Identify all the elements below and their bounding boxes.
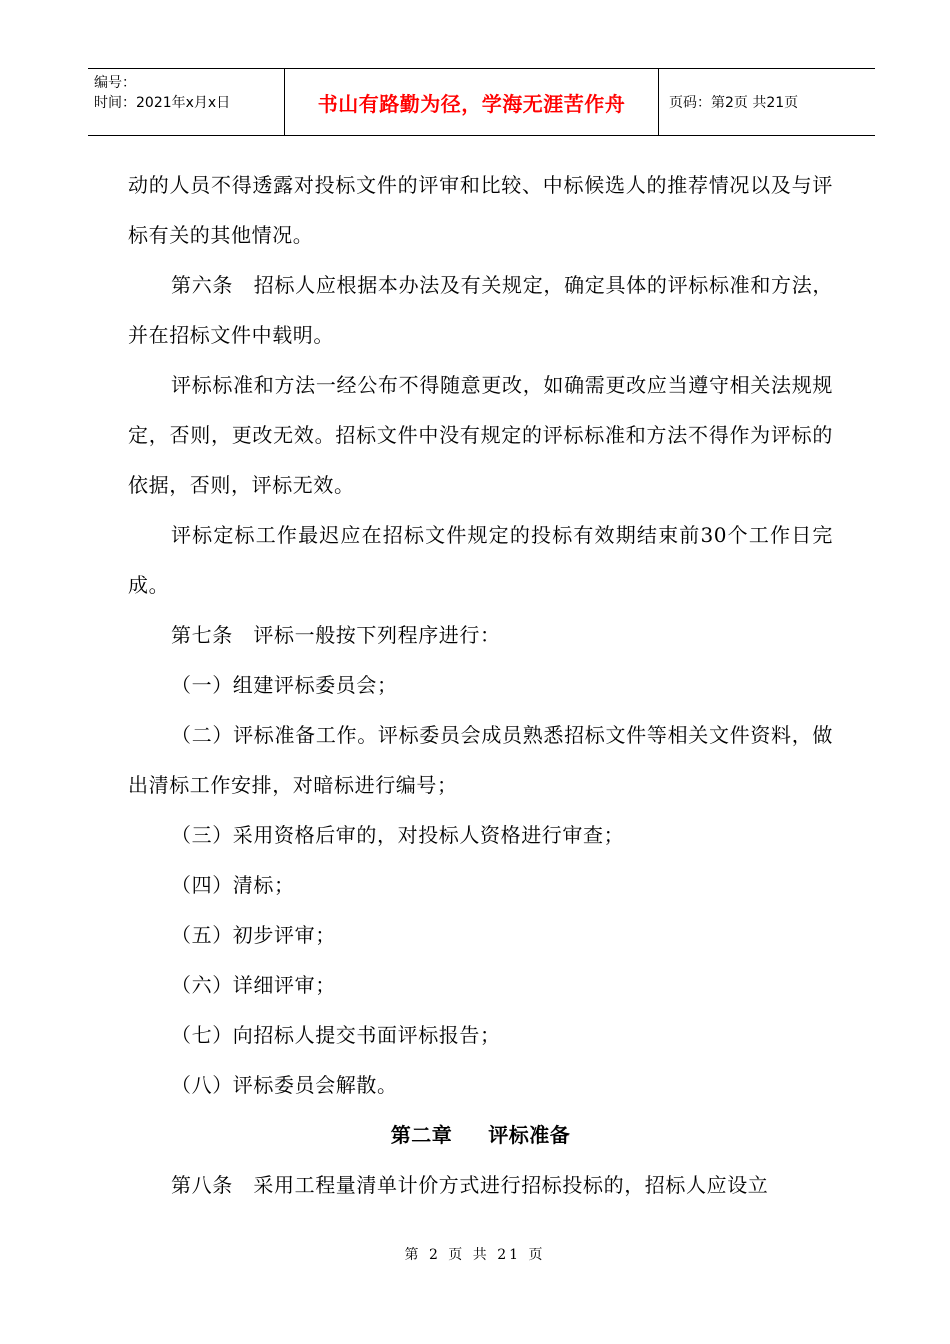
chapter-number: 第二章 — [390, 1123, 453, 1147]
chapter-heading — [128, 1110, 833, 1160]
list-item: （一）组建评标委员会； — [171, 673, 398, 697]
header-meta — [88, 69, 285, 135]
list-item: （七）向招标人提交书面评标报告； — [171, 1023, 501, 1047]
paragraph-article-8: 第八条 采用工程量清单计价方式进行招标投标的，招标人应设立 — [171, 1173, 769, 1197]
paragraph-continuation: 动的人员不得透露对投标文件的评审和比较、中标候选人的推荐情况以及与评标有关的其他情况。 — [128, 173, 833, 247]
paragraph-article-6: 第六条 招标人应根据本办法及有关规定，确定具体的评标标准和方法，并在招标文件中载明。 — [128, 273, 833, 347]
header-page-info: 页码：第2页 共21页 — [669, 95, 799, 111]
list-item: （四）清标； — [171, 873, 295, 897]
paragraph-standards: 评标标准和方法一经公布不得随意更改，如确需更改应当遵守相关法规规定，否则，更改无效。招标文件中没有规定的评标标准和方法不得作为评标的依据，否则，评标无效。 — [128, 373, 833, 497]
document-body — [128, 160, 833, 1210]
list-item: （二）评标准备工作。评标委员会成员熟悉招标文件等相关文件资料，做出清标工作安排，对暗标进行编号； — [128, 723, 833, 797]
list-item: （六）详细评审； — [171, 973, 336, 997]
header-number-label: 编号： — [94, 75, 136, 91]
header-time-label: 时间：2021年x月x日 — [94, 95, 231, 111]
list-item: （五）初步评审； — [171, 923, 336, 947]
page-header — [88, 68, 875, 136]
list-item: （三）采用资格后审的，对投标人资格进行审查； — [171, 823, 625, 847]
page-footer: 第 2 页 共 21 页 — [404, 1247, 546, 1263]
paragraph-article-7: 第七条 评标一般按下列程序进行： — [171, 623, 501, 647]
header-motto: 书山有路勤为径，学海无涯苦作舟 — [285, 69, 659, 135]
list-item: （八）评标委员会解散。 — [171, 1073, 398, 1097]
paragraph-deadline: 评标定标工作最迟应在招标文件规定的投标有效期结束前30个工作日完成。 — [128, 523, 833, 597]
chapter-title: 评标准备 — [488, 1123, 571, 1147]
